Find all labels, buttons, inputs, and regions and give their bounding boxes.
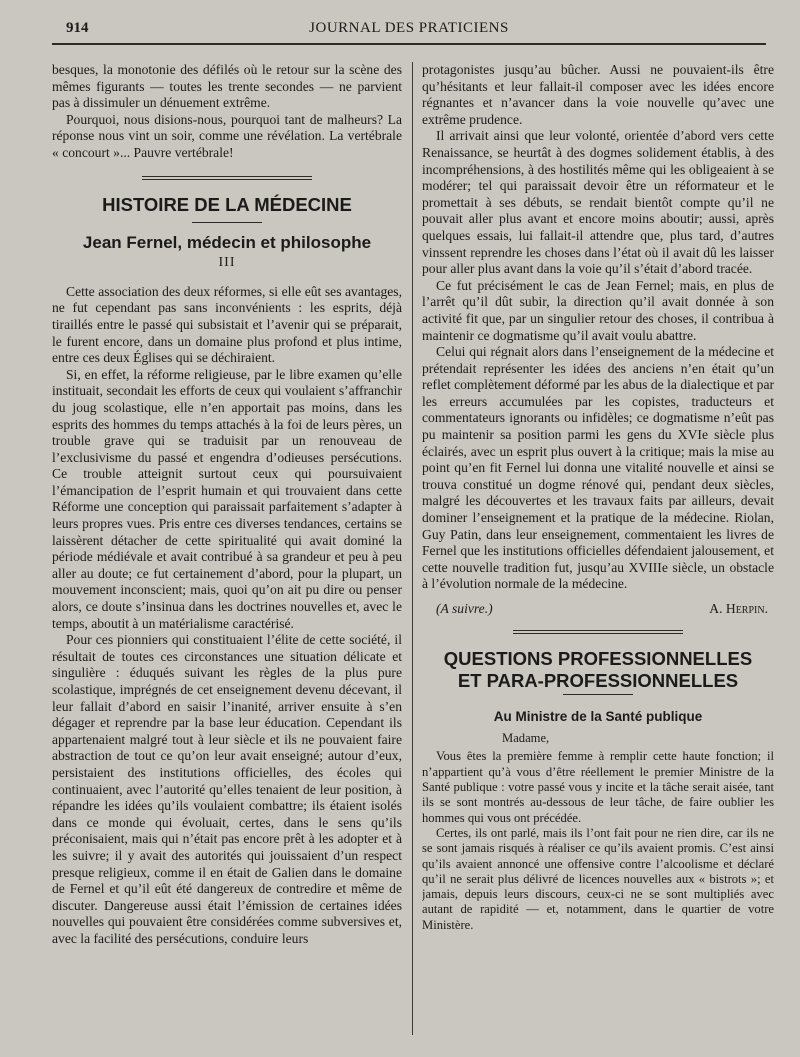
section-divider [142,176,312,180]
section-title-line: ET PARA-PROFESSIONNELLES [457,669,739,691]
article-signoff [422,601,774,618]
page-number: 914 [66,20,89,36]
header-rule [52,43,766,45]
article-paragraph: Il arrivait ainsi que leur volonté, orientée d’abord vers cette Renaissance, se heurtât à des dogmes solidement établis, à des incompréhensions, à des hostilités même qui les obligeaient à se modérer; tel qui paraissait devoir être un réformateur et le promettait à ses débuts, se rendait bientôt compte qu’il ne pouvait aller plus avant et encore moins aboutir; aussi, après quelques essais, lui fallait-il attendre que, plus tard, d’autres vinssent reprendre les choses dans l’état où il avait dû les laisser pour aller plus avant dans la voie qu’il s’était d’abord tracée. [422,128,774,277]
section-divider [513,630,683,634]
to-be-continued: (A suivre.) [436,601,493,616]
part-number: III [218,255,236,271]
article-paragraph: Pour ces pionniers qui constituaient l’élite de cette société, il résultait de toutes ces circonstances une situation délicate et singulière : éduqués suivant les règles de la plus pure scolastique, imprégnés de cet enseignement devenu décevant, il leur fallait d’abord en saisir l’inanité, arriver ensuite à s’en dégager et reprendre par la base leur éducation. Cependant ils appartenaient malgré tout à leur siècle et ils ne pouvaient faire abstraction de tout ce qu’on leur avait enseigné; autour d’eux, persistaient des institutions officielles, des écoles qui continuaient, avec l’autorité qu’elles tenaient de leur position, à répandre les idées qu’ils voulaient combattre; ils étaient isolés dans ce monde qui évoluait, certes, dans le sens qu’ils préconisaient, mais qui n’était pas encore prêt à les adopter et à les suivre; il y avait des autorités qui jouissaient d’un respect presque religieux, comme il en était de Galien dans le domaine de Fernel et qu’il eût été dangereux de contredire et même de discuter. Dangereuse aussi était l’émission de certaines idées nouvelles qui pouvaient être considérées comme subversives et, avec la facilité des persécutions, conduire leurs [52,632,402,946]
letter-title: Au Ministre de la Santé publique [493,708,703,724]
article-paragraph: Celui qui régnait alors dans l’enseignement de la médecine et prétendait représenter les idées des anciens n’en était qu’un reflet complètement déformé par les abus de la dialectique et par les erreurs accumulées par les copistes, traducteurs et commentateurs ignorants ou infidèles; ce dogmatisme n’eût pas pu maintenir sa position parmi les gens du XVIe siècle plus éclairés, avec un esprit plus ouvert à la critique; mais la mise au point qu’en fit Fernel lui donna une vitalité nouvelle et ainsi se trouva constitué un dogme rénové qui, pendant deux siècles, malgré les découvertes et les travaux faits par ailleurs, devait dominer l’enseignement et la pratique de la médecine. Riolan, Guy Patin, dans leur enseignement, commentaient les livres de Fernel que les institutions officielles défendaient jalousement, et cette nouvelle tradition fut, jusqu’au XVIIIe siècle, un obstacle à l’évolution normale de la médecine. [422,344,774,592]
article-paragraph: Cette association des deux réformes, si elle eût ses avantages, ne fut cependant pas sans inconvénients : les esprits, déjà tiraillés entre le passé qui subsistait et l’avenir qui se préparait, le furent encore, dans un domaine plus profond et plus intime, entre ces deux Églises qui se déchiraient. [52,283,402,366]
section-title-professional [422,648,774,692]
section-title-history: HISTOIRE DE LA MÉDECINE [102,193,352,215]
page-header [58,18,760,40]
journal-title: JOURNAL DES PRATICIENS [309,20,509,36]
section-title-line: QUESTIONS PROFESSIONNELLES [443,647,753,669]
section-divider-short [563,694,633,695]
article-paragraph: Si, en effet, la réforme religieuse, par le libre examen qu’elle instituait, secondait les efforts de ceux qui voulaient s’affranchir du joug scolastique, elle n’en apportait pas moins, dans les esprits des hommes du temps attachés à la foi de leurs pères, un trouble grave qui se traduisit par un renouveau de l’exclusivisme du passé et engendra d’odieuses persécutions. Ce trouble atteignit surtout ceux qui poursuivaient l’émancipation de l’esprit humain et qui trouvaient dans cette Réforme une conception qui paraissait parfaitement s’adapter à leurs propres vues. Pris entre ces diverses tendances, certains se laissèrent détacher de cette spiritualité qui avait dominé la période médiévale et avait contribué à sa grandeur et peu à peu aller au doute; ce fut certainement d’abord, pour la plupart, un mouvement inconscient; mais, quoi qu’on ait pu dire ou penser alors, ce doute s’insinua dans les doctrines nouvelles et, avec le temps, aboutit à un matérialisme caractérisé. [52,366,402,631]
intro-paragraph: Pourquoi, nous disions-nous, pourquoi tant de malheurs? La réponse nous vint un soir, comme une révélation. La vertébrale « concourt »... Pauvre vertébrale! [52,111,402,160]
author-name: A. Herpin. [709,601,768,616]
article-paragraph: Ce fut précisément le cas de Jean Fernel; mais, en plus de l’arrêt qu’il dût subir, la direction qu’il avait donnée à son activité fit que, par un singulier retour des choses, il contribua à maintenir ce dogmatisme qu’il avait voulu abattre. [422,277,774,343]
intro-paragraph: besques, la monotonie des défilés où le retour sur la scène des mêmes figurants — toutes les trente secondes — ne parvient pas à dissimuler un dénuement extrême. [52,62,402,111]
letter-paragraph: Vous êtes la première femme à remplir cette haute fonction; il n’appartient qu’à vous d’être réellement le premier Ministre de la Santé publique : votre passé vous y incite et la tâche serait aisée, tant ils se sont montrés au-dessous de leur tâche, de faire oublier les hommes qui vous ont précédée. [422,749,774,825]
section-divider-short [192,222,262,223]
article-title: Jean Fernel, médecin et philosophe [82,232,372,252]
letter-paragraph: Certes, ils ont parlé, mais ils l’ont fait pour ne rien dire, car ils ne se sont jamais risqués à réaliser ce qu’ils avaient promis. C’est ainsi qu’ils avaient annoncé une offensive contre l’alcoolisme et déclaré qu’il ne serait plus délivré de licences nouvelles aux « bistrots »; et jamais, depuis leurs discours, ceux-ci ne se sont multipliés avec autant de rapidité — et, notamment, dans le quartier de votre Ministère. [422,825,774,932]
letter-salutation: Madame, [502,731,550,746]
right-column [422,62,774,1037]
left-column [52,62,402,1037]
column-divider [412,62,413,1035]
article-paragraph: protagonistes jusqu’au bûcher. Aussi ne pouvaient-ils être qu’hésitants et leur fallait-il composer avec les idées encore régnantes et n’avancer dans la voie nouvelle qu’avec une extrême prudence. [422,62,774,127]
